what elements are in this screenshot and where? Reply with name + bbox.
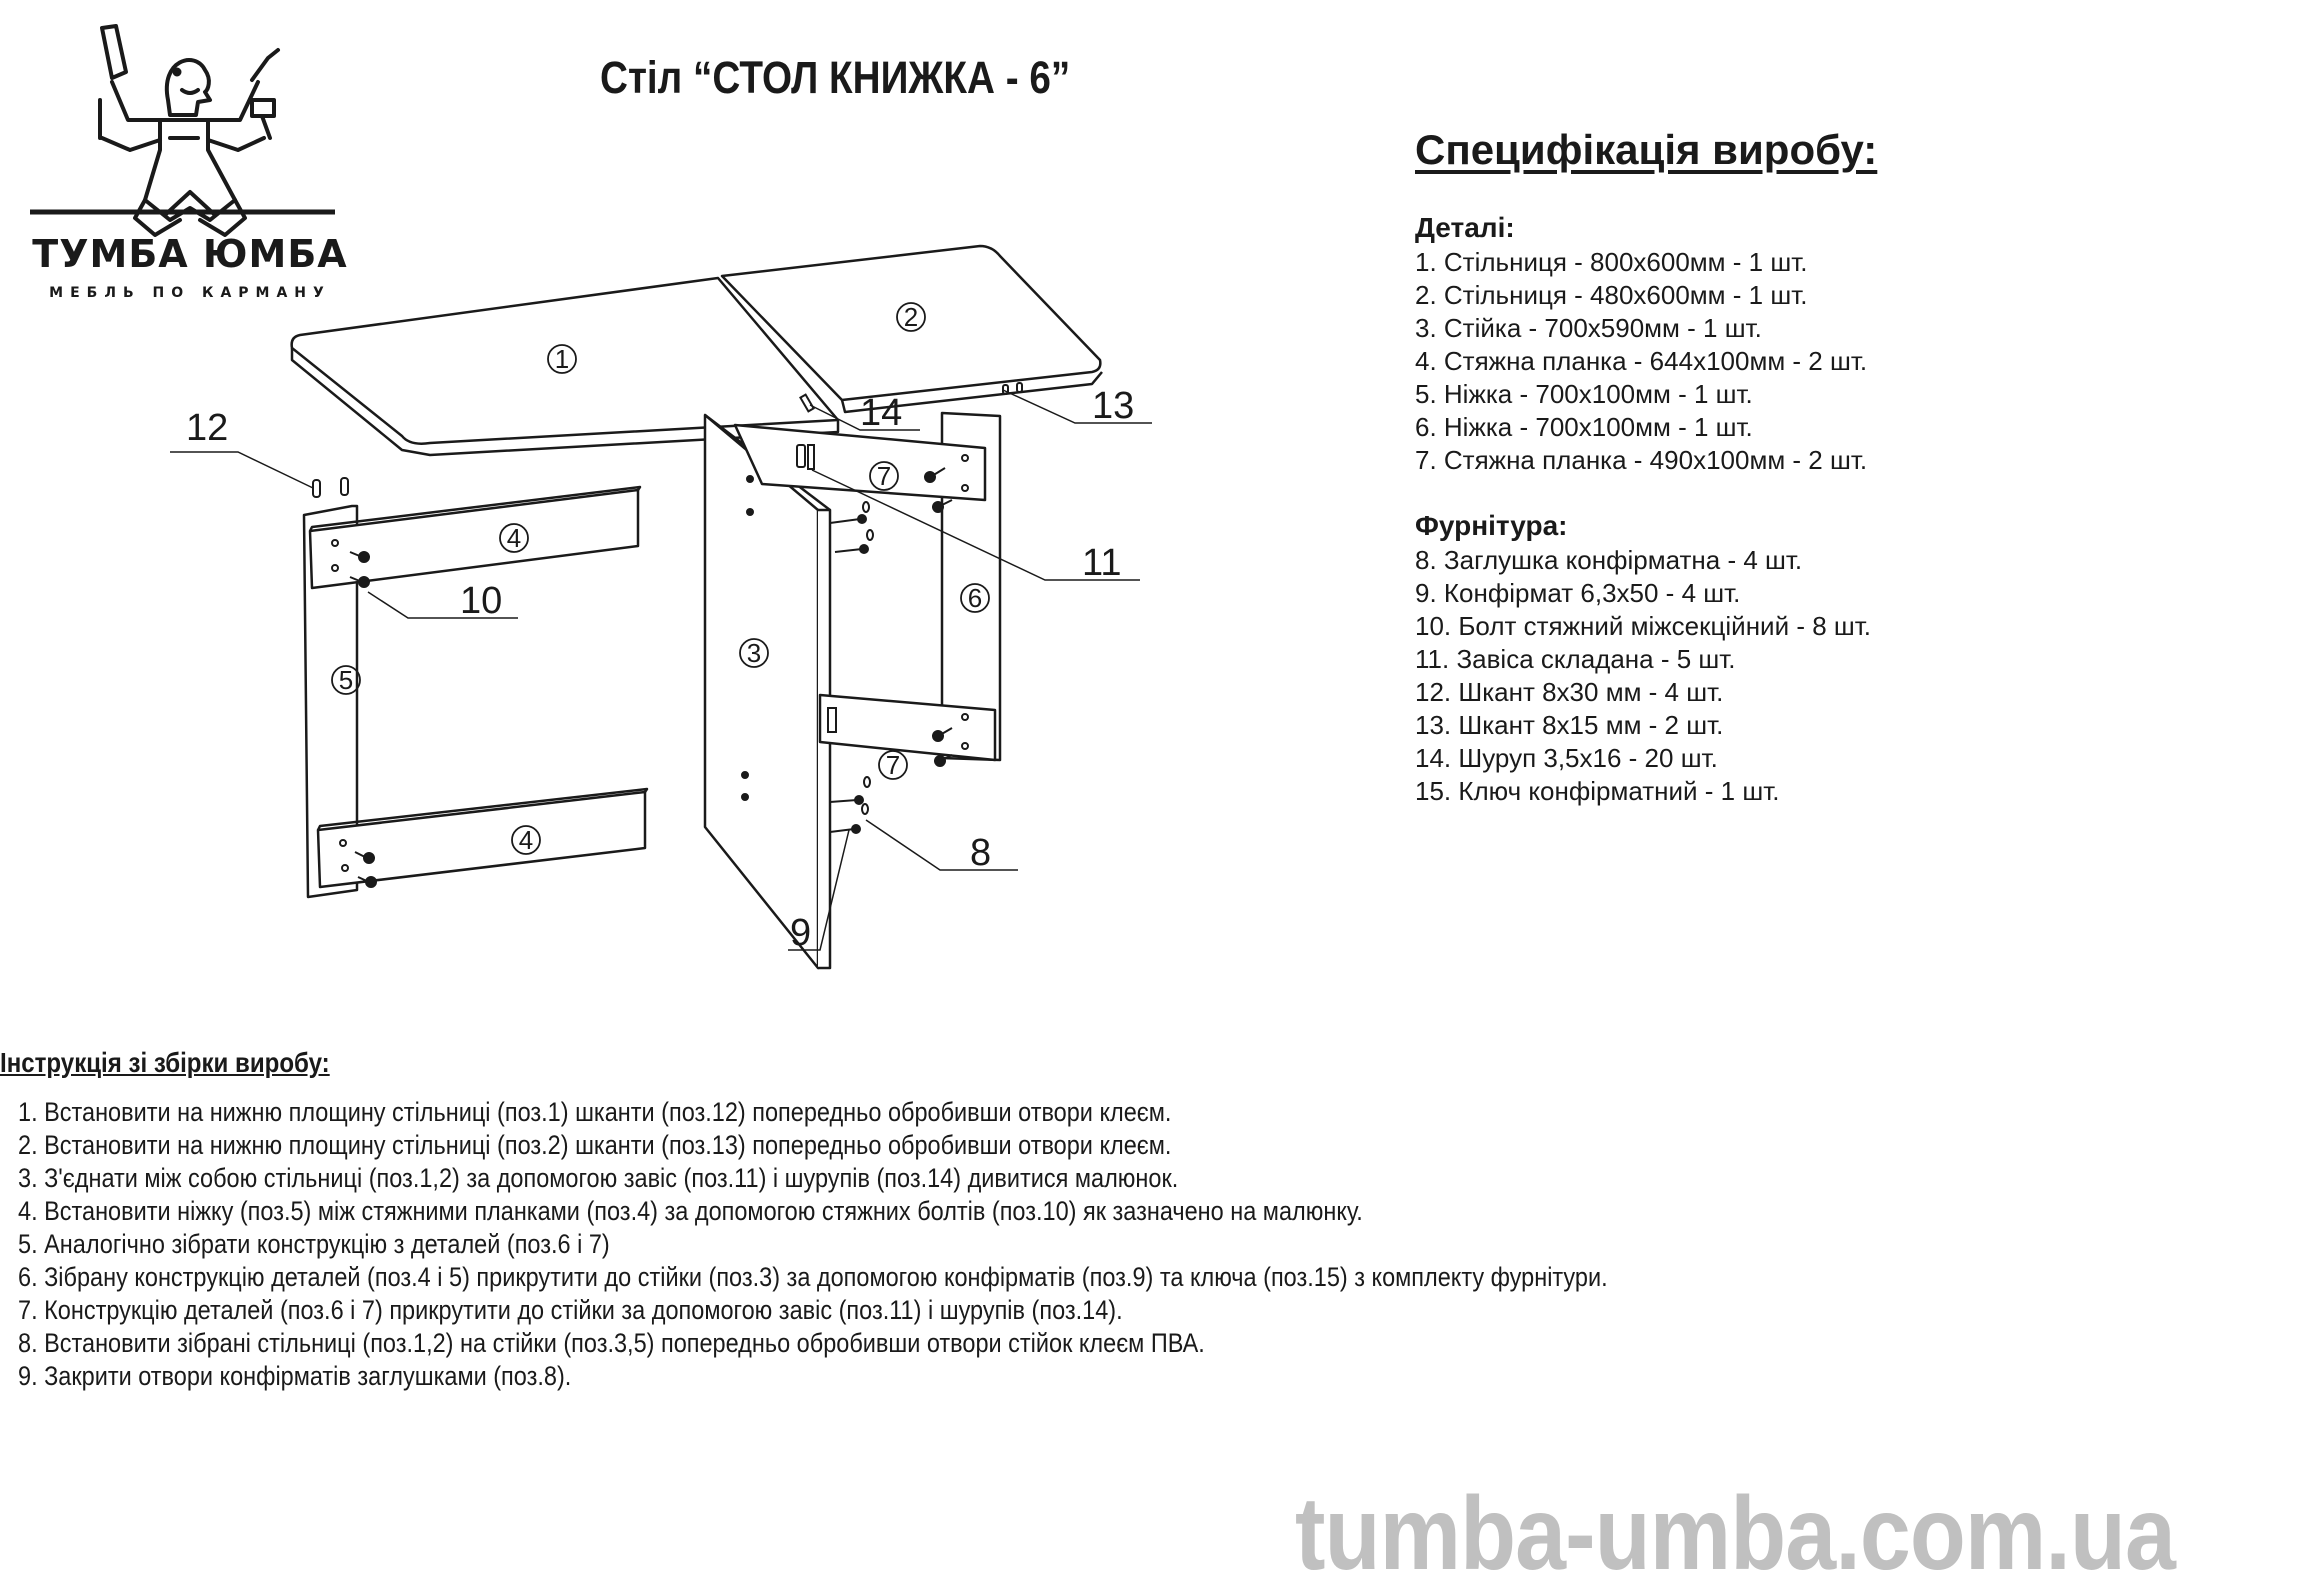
instruction-step: 3. З'єднати між собою стільниці (поз.1,2) за допомогою завіс (поз.11) і шурупів (поз.14) дивитися малюнок. [18, 1163, 1179, 1193]
details-list [1415, 246, 1867, 477]
instruction-step: 2. Встановити на нижню площину стільниці (поз.2) шканти (поз.13) попередньо обробивши отвори клеєм. [18, 1130, 1172, 1160]
fittings-item: 13. Шкант 8х15 мм - 2 шт. [1415, 710, 1724, 740]
fittings-section [1415, 508, 1871, 808]
marker-1: 1 [554, 344, 570, 374]
fittings-list [1415, 544, 1871, 808]
marker-6: 6 [967, 583, 983, 613]
rail-4-upper [310, 490, 638, 588]
details-item: 5. Ніжка - 700х100мм - 1 шт. [1415, 379, 1753, 409]
logo-tagline: МЕБЛЬ ПО КАРМАНУ [49, 285, 331, 301]
fittings-item: 10. Болт стяжний міжсекційний - 8 шт. [1415, 611, 1872, 641]
marker-4-lower: 4 [518, 825, 534, 855]
fittings-item: 12. Шкант 8х30 мм - 4 шт. [1415, 677, 1724, 707]
callout-9: 9 [790, 912, 812, 954]
instruction-step: 7. Конструкцію деталей (поз.6 і 7) прикрутити до стійки за допомогою завіс (поз.11) і шурупів (поз.14). [18, 1295, 1123, 1325]
fittings-item: 15. Ключ конфірматний - 1 шт. [1415, 776, 1780, 806]
fittings-item: 9. Конфірмат 6,3х50 - 4 шт. [1415, 578, 1741, 608]
marker-2: 2 [903, 302, 919, 332]
marker-5: 5 [338, 665, 354, 695]
rail-4-lower [318, 792, 645, 887]
instruction-step: 9. Закрити отвори конфірматів заглушками (поз.8). [18, 1361, 572, 1391]
marker-3: 3 [746, 638, 762, 668]
callout-14: 14 [860, 392, 903, 434]
instructions-list [18, 1096, 1608, 1393]
instruction-step: 8. Встановити зібрані стільниці (поз.1,2) на стійки (поз.3,5) попередньо обробивши отвори стійок клеєм ПВА. [18, 1328, 1205, 1358]
details-item: 1. Стільниця - 800х600мм - 1 шт. [1415, 247, 1808, 277]
instruction-step: 6. Зібрану конструкцію деталей (поз.4 і 5) прикрутити до стійки (поз.3) за допомогою конфірматів (поз.9) та ключа (поз.15) з комплекту фурнітури. [18, 1262, 1608, 1292]
instructions-title: Інструкція зі збірки виробу: [0, 1047, 330, 1078]
details-item: 4. Стяжна планка - 644х100мм - 2 шт. [1415, 346, 1868, 376]
callout-11: 11 [1082, 542, 1122, 584]
page-title: Стіл “СТОЛ КНИЖКА - 6” [600, 52, 1071, 103]
callout-12: 12 [186, 407, 229, 449]
marker-7-upper: 7 [876, 461, 892, 491]
details-section [1415, 210, 1867, 477]
fittings-item: 14. Шуруп 3,5х16 - 20 шт. [1415, 743, 1718, 773]
details-item: 6. Ніжка - 700х100мм - 1 шт. [1415, 412, 1753, 442]
instruction-step: 5. Аналогічно зібрати конструкцію з деталей (поз.6 і 7) [18, 1229, 610, 1259]
callout-8: 8 [970, 832, 992, 874]
fittings-item: 8. Заглушка конфірматна - 4 шт. [1415, 545, 1803, 575]
fittings-item: 11. Завіса складана - 5 шт. [1415, 644, 1736, 674]
callout-13: 13 [1092, 385, 1135, 427]
marker-4-upper: 4 [506, 523, 522, 553]
logo-brand-name: ТУМБА ЮМБА [32, 232, 348, 276]
specification-title: Специфікація виробу: [1415, 126, 1878, 173]
marker-7-lower: 7 [885, 750, 901, 780]
instruction-step: 1. Встановити на нижню площину стільниці (поз.1) шканти (поз.12) попередньо обробивши отвори клеєм. [18, 1097, 1172, 1127]
details-item: 7. Стяжна планка - 490х100мм - 2 шт. [1415, 445, 1868, 475]
details-heading: Деталі: [1415, 212, 1515, 243]
details-item: 3. Стійка - 700х590мм - 1 шт. [1415, 313, 1762, 343]
fittings-heading: Фурнітура: [1415, 510, 1568, 541]
details-item: 2. Стільниця - 480х600мм - 1 шт. [1415, 280, 1808, 310]
support-panel-3 [705, 415, 818, 968]
callout-10: 10 [460, 580, 503, 622]
website-watermark: tumba-umba.com.ua [1295, 1476, 2175, 1592]
instruction-step: 4. Встановити ніжку (поз.5) між стяжними планками (поз.4) за допомогою стяжних болтів (поз.10) як зазначено на малюнку. [18, 1196, 1363, 1226]
